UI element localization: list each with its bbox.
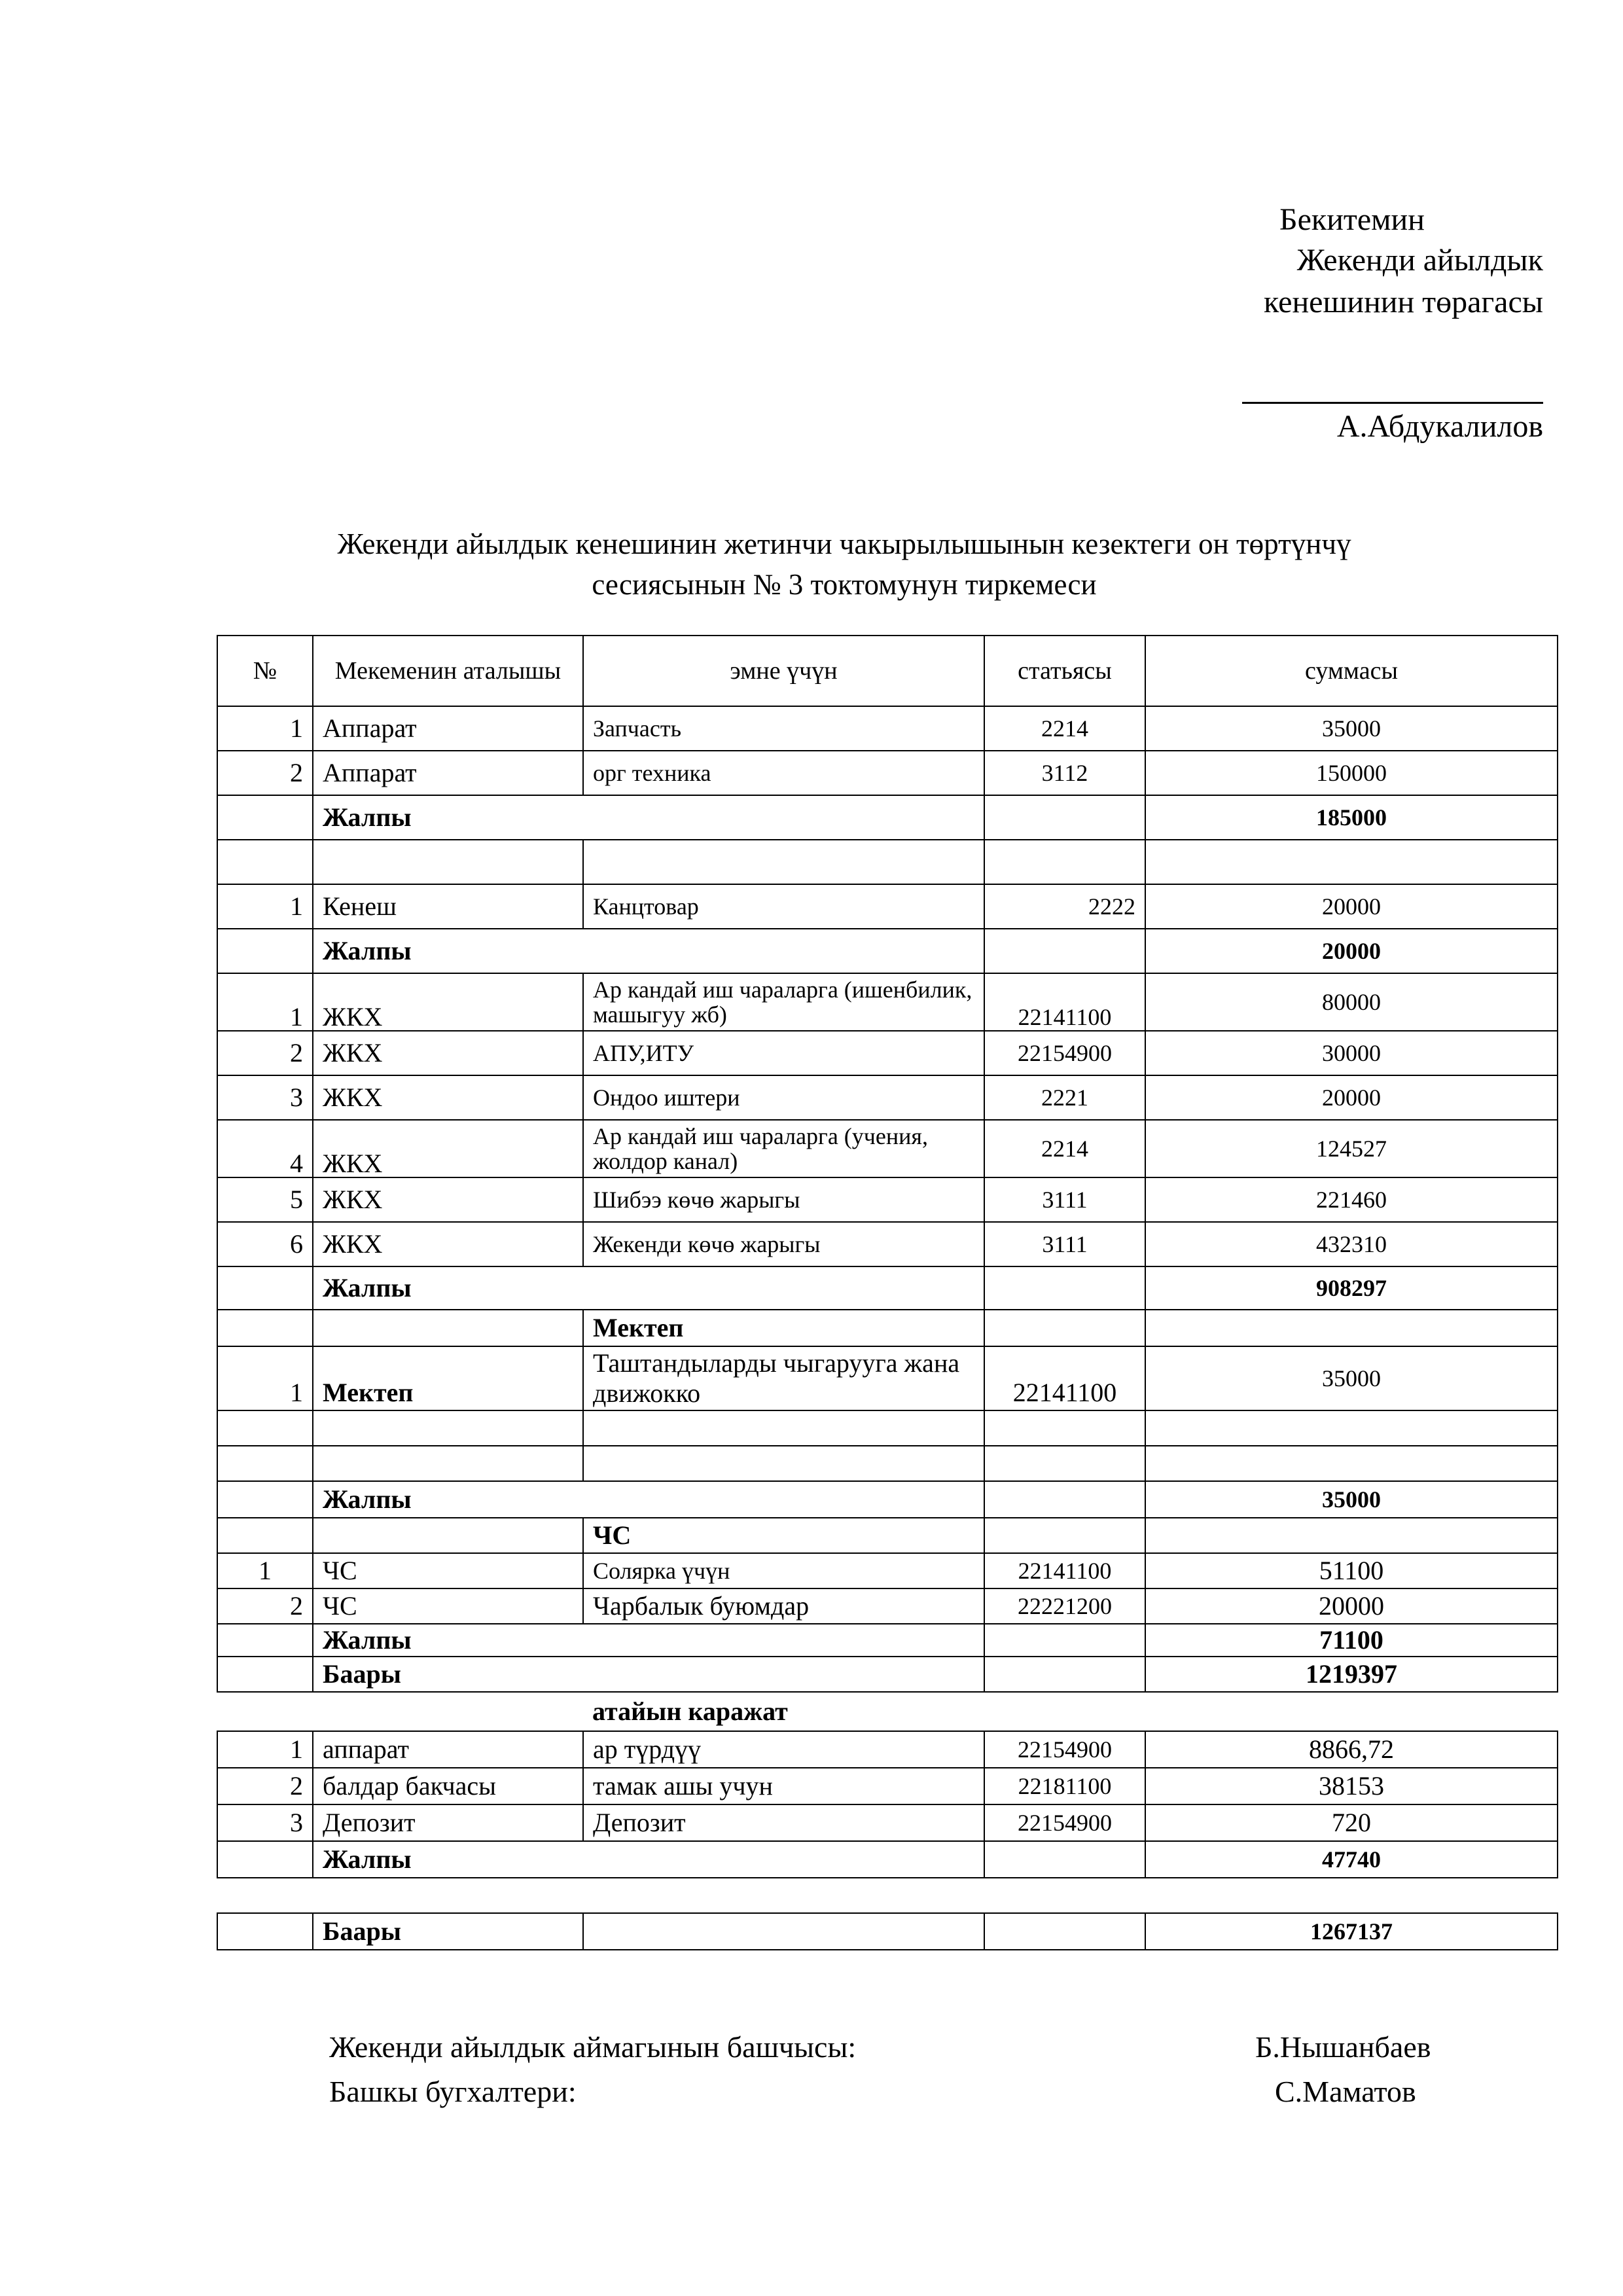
row-no: 5 [217, 1177, 313, 1222]
row-code: 22154900 [984, 1804, 1145, 1841]
table-row [217, 1588, 1558, 1624]
row-code: 22154900 [984, 1031, 1145, 1075]
approval-name: А.Абдукалилов [1336, 409, 1543, 444]
row-no: 2 [217, 1768, 313, 1804]
row-no: 1 [217, 1731, 313, 1768]
row-purpose: Ар кандай иш чараларга (учения, жолдор канал) [583, 1120, 984, 1177]
total-row [217, 795, 1558, 840]
row-code: 22221200 [984, 1588, 1145, 1624]
row-code: 22141100 [984, 1553, 1145, 1588]
row-sum: 432310 [1145, 1222, 1558, 1266]
row-purpose: Шибээ көчө жарыгы [583, 1177, 984, 1222]
row-org: ЧС [313, 1553, 583, 1588]
row-sum: 51100 [1145, 1553, 1558, 1588]
table-row [217, 751, 1558, 795]
total-label: Жалпы [313, 1624, 984, 1657]
empty-row [217, 1446, 1558, 1481]
row-org: балдар бакчасы [313, 1768, 583, 1804]
row-no: 1 [217, 1553, 313, 1588]
total-label: Жалпы [313, 1266, 984, 1310]
row-sum: 150000 [1145, 751, 1558, 795]
row-sum: 38153 [1145, 1768, 1558, 1804]
row-sum: 80000 [1145, 973, 1558, 1031]
row-org: Депозит [313, 1804, 583, 1841]
table-row [217, 1346, 1558, 1410]
row-purpose: Таштандыларды чыгарууга жана движокко [583, 1346, 984, 1410]
empty-row [217, 1410, 1558, 1446]
table-row [217, 1768, 1558, 1804]
approval-line-2: кенешинин төрагасы [1264, 285, 1543, 319]
row-purpose: Канцтовар [583, 884, 984, 929]
header-amount: суммасы [1145, 636, 1558, 706]
row-no: 2 [217, 1588, 313, 1624]
total-label: Жалпы [313, 929, 984, 973]
accountant-label: Башкы бугхалтери: [329, 2075, 577, 2108]
signature-line [1242, 402, 1543, 404]
table-row [217, 1731, 1558, 1768]
row-no: 3 [217, 1804, 313, 1841]
row-purpose: Солярка үчүн [583, 1553, 984, 1588]
row-purpose: Депозит [583, 1804, 984, 1841]
row-org: Аппарат [313, 706, 583, 751]
row-purpose: орг техника [583, 751, 984, 795]
final-label: Баары [313, 1913, 583, 1950]
total-sum: 71100 [1145, 1624, 1558, 1657]
header-article: статьясы [984, 636, 1145, 706]
row-sum: 20000 [1145, 884, 1558, 929]
row-sum: 35000 [1145, 1346, 1558, 1410]
row-purpose: АПУ,ИТУ [583, 1031, 984, 1075]
row-purpose: Ондоо иштери [583, 1075, 984, 1120]
row-org: Мектеп [313, 1346, 583, 1410]
row-sum: 124527 [1145, 1120, 1558, 1177]
section-row [217, 1518, 1558, 1553]
row-sum: 221460 [1145, 1177, 1558, 1222]
total-label: Жалпы [313, 1841, 984, 1878]
row-org: Аппарат [313, 751, 583, 795]
table-row [217, 706, 1558, 751]
row-purpose: Чарбалык буюмдар [583, 1588, 984, 1624]
header-purpose: эмне үчүн [583, 636, 984, 706]
row-no: 1 [217, 884, 313, 929]
spacer-row [217, 1878, 1558, 1913]
total-sum: 908297 [1145, 1266, 1558, 1310]
section-label: ЧС [583, 1518, 984, 1553]
total-row [217, 1266, 1558, 1310]
row-sum: 20000 [1145, 1075, 1558, 1120]
total-sum: 35000 [1145, 1481, 1558, 1518]
row-code: 22181100 [984, 1768, 1145, 1804]
header-no: № [217, 636, 313, 706]
document-title-line-2: сесиясынын № 3 токтомунун тиркемеси [592, 568, 1097, 601]
total-sum: 185000 [1145, 795, 1558, 840]
row-code: 2214 [984, 706, 1145, 751]
row-org: аппарат [313, 1731, 583, 1768]
row-org: ЖКХ [313, 1120, 583, 1177]
row-no: 1 [217, 1346, 313, 1410]
row-org: ЖКХ [313, 1031, 583, 1075]
table-row [217, 1553, 1558, 1588]
row-org: ЖКХ [313, 973, 583, 1031]
row-no: 6 [217, 1222, 313, 1266]
total-row [217, 1481, 1558, 1518]
table-row [217, 973, 1558, 1031]
row-code: 2222 [984, 884, 1145, 929]
table-row [217, 1804, 1558, 1841]
head-name: Б.Нышанбаев [1255, 2030, 1431, 2064]
row-org: ЖКХ [313, 1177, 583, 1222]
row-no: 1 [217, 973, 313, 1031]
row-purpose: Запчасть [583, 706, 984, 751]
table-row [217, 1177, 1558, 1222]
table-row [217, 1222, 1558, 1266]
row-code: 2221 [984, 1075, 1145, 1120]
row-org: Кенеш [313, 884, 583, 929]
row-code: 22141100 [984, 973, 1145, 1031]
total-row [217, 929, 1558, 973]
approval-title: Бекитемин [1279, 202, 1425, 237]
section-row [217, 1310, 1558, 1346]
row-no: 2 [217, 1031, 313, 1075]
row-org: ЧС [313, 1588, 583, 1624]
row-no: 4 [217, 1120, 313, 1177]
table-row [217, 1031, 1558, 1075]
table-row [217, 884, 1558, 929]
grand-sum: 1219397 [1145, 1657, 1558, 1692]
row-org: ЖКХ [313, 1075, 583, 1120]
row-purpose: ар түрдүү [583, 1731, 984, 1768]
row-no: 3 [217, 1075, 313, 1120]
row-code: 3111 [984, 1177, 1145, 1222]
final-sum: 1267137 [1145, 1913, 1558, 1950]
head-label: Жекенди айылдык аймагынын башчысы: [329, 2030, 857, 2064]
row-no: 2 [217, 751, 313, 795]
row-code: 3112 [984, 751, 1145, 795]
row-org: ЖКХ [313, 1222, 583, 1266]
row-sum: 35000 [1145, 706, 1558, 751]
accountant-name: С.Маматов [1275, 2075, 1416, 2108]
table-row [217, 1075, 1558, 1120]
total-row [217, 1841, 1558, 1878]
row-sum: 720 [1145, 1804, 1558, 1841]
row-purpose: Жекенди көчө жарыгы [583, 1222, 984, 1266]
document-title-line-1: Жекенди айылдык кенешинин жетинчи чакырылышынын кезектеги он төртүнчү [337, 528, 1351, 560]
total-sum: 47740 [1145, 1841, 1558, 1878]
row-purpose: Ар кандай иш чараларга (ишенбилик, машыгуу жб) [583, 973, 984, 1031]
total-sum: 20000 [1145, 929, 1558, 973]
total-label: Жалпы [313, 1481, 984, 1518]
total-label: Жалпы [313, 795, 984, 840]
approval-line-1: Жекенди айылдык [1296, 243, 1543, 278]
row-code: 2214 [984, 1120, 1145, 1177]
section-label: атайын каражат [592, 1696, 788, 1726]
total-row [217, 1624, 1558, 1657]
row-sum: 20000 [1145, 1588, 1558, 1624]
grand-label: Баары [313, 1657, 984, 1692]
budget-table [217, 635, 1558, 1950]
empty-row [217, 840, 1558, 884]
final-total-row [217, 1913, 1558, 1950]
section-label: Мектеп [583, 1310, 984, 1346]
document-title [236, 524, 1453, 605]
row-code: 22154900 [984, 1731, 1145, 1768]
row-code: 22141100 [984, 1346, 1145, 1410]
row-sum: 30000 [1145, 1031, 1558, 1075]
table-row [217, 1120, 1558, 1177]
header-org: Мекеменин аталышы [313, 636, 583, 706]
row-code: 3111 [984, 1222, 1145, 1266]
grand-total-row [217, 1657, 1558, 1692]
section-row [217, 1692, 1558, 1731]
row-purpose: тамак ашы учун [583, 1768, 984, 1804]
row-no: 1 [217, 706, 313, 751]
table-header-row [217, 636, 1558, 706]
row-sum: 8866,72 [1145, 1731, 1558, 1768]
